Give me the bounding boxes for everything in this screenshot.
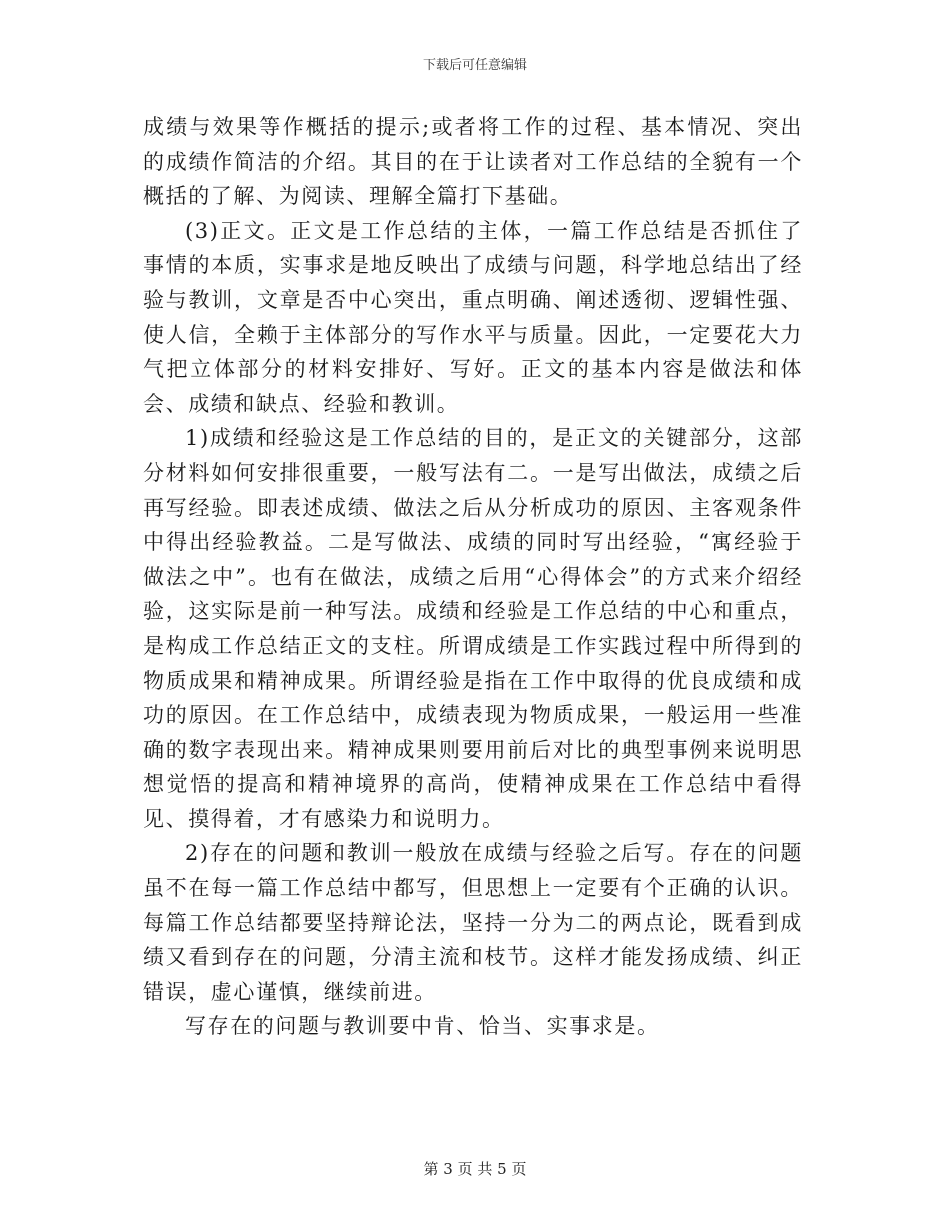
page-number-footer: 第 3 页 共 5 页: [423, 1160, 527, 1178]
paragraph-main-body: (3)正文。正文是工作总结的主体，一篇工作总结是否抓住了事情的本质，实事求是地反映出了成绩与问题，科学地总结出了经验与教训，文章是否中心突出，重点明确、阐述透彻、逻辑性强、使人信，全赖于主体部分的写作水平与质量。因此，一定要花大力气把立体部分的材料安排好、写好。正文的基本内容是做法和体会、成绩和缺点、经验和教训。: [143, 218, 803, 416]
paragraph-problems-lessons: 2)存在的问题和教训一般放在成绩与经验之后写。存在的问题虽不在每一篇工作总结中都写，但思想上一定要有个正确的认识。每篇工作总结都要坚持辩论法，坚持一分为二的两点论，既看到成绩又看到存在的问题，分清主流和枝节。这样才能发扬成绩、纠正错误，虚心谨慎，继续前进。: [143, 841, 803, 1004]
paragraph-achievements-experience: 1)成绩和经验这是工作总结的目的，是正文的关键部分，这部分材料如何安排很重要，一般写法有二。一是写出做法，成绩之后再写经验。即表述成绩、做法之后从分析成功的原因、主客观条件中得出经验教益。二是写做法、成绩的同时写出经验，“寓经验于做法之中”。也有在做法，成绩之后用“心得体会”的方式来介绍经验，这实际是前一种写法。成绩和经验是工作总结的中心和重点，是构成工作总结正文的支柱。所谓成绩是工作实践过程中所得到的物质成果和精神成果。所谓经验是指在工作中取得的优良成绩和成功的原因。在工作总结中，成绩表现为物质成果，一般运用一些准确的数字表现出来。精神成果则要用前后对比的典型事例来说明思想觉悟的提高和精神境界的高尚，使精神成果在工作总结中看得见、摸得着，才有感染力和说明力。: [143, 426, 803, 831]
paragraph-intro-continuation: 成绩与效果等作概括的提示;或者将工作的过程、基本情况、突出的成绩作简洁的介绍。其目的在于让读者对工作总结的全貌有一个概括的了解、为阅读、理解全篇打下基础。: [143, 115, 803, 209]
page-header-note: 下载后可任意编辑: [422, 58, 527, 73]
document-body: [143, 110, 803, 1044]
paragraph-writing-problems: 写存在的问题与教训要中肯、恰当、实事求是。: [185, 1014, 660, 1039]
